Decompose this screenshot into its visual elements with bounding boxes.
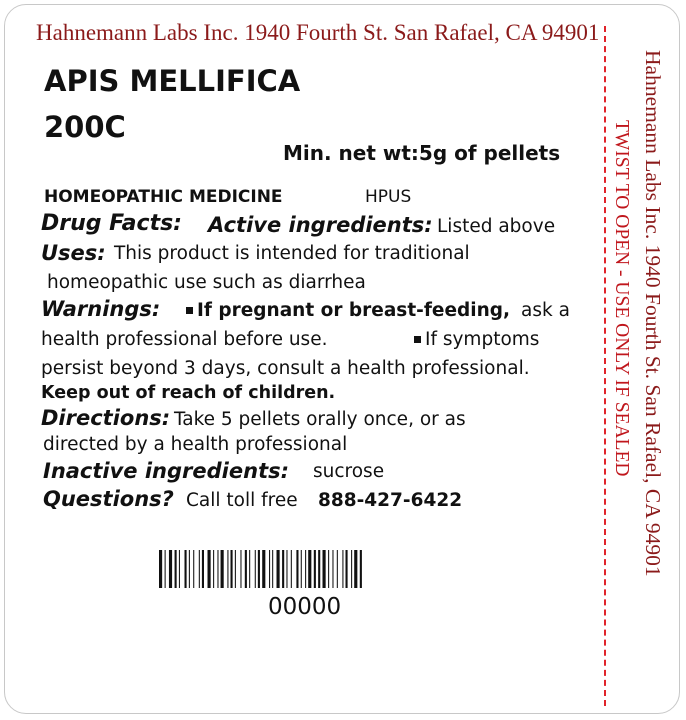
category-standard: HPUS: [365, 187, 412, 207]
bullet-square: [414, 336, 421, 343]
uses-heading: Uses:: [41, 241, 106, 265]
drug-facts-heading: Drug Facts:: [41, 211, 182, 236]
product-potency: 200C: [44, 110, 126, 144]
uses-line-1: This product is intended for traditional: [114, 243, 470, 264]
inactive-ingredients-heading: Inactive ingredients:: [43, 459, 290, 483]
barcode-bar: [258, 550, 260, 588]
barcode-bar: [351, 550, 352, 588]
barcode-bar: [193, 550, 194, 588]
barcode-bar: [227, 550, 228, 588]
barcode-bar: [323, 550, 326, 588]
questions-text: Call toll free: [186, 490, 298, 511]
directions-line-2: directed by a health professional: [43, 434, 348, 455]
barcode-bar: [332, 550, 333, 588]
barcode: [157, 550, 457, 590]
uses-line-2: homeopathic use such as diarrhea: [47, 272, 366, 293]
barcode-bar: [231, 550, 233, 588]
barcode-bar: [240, 550, 241, 588]
warning-symptoms: [414, 329, 539, 350]
bullet-square: [186, 307, 193, 314]
barcode-bar: [282, 550, 284, 588]
warning-symptoms-line-2: persist beyond 3 days, consult a health professional.: [41, 358, 530, 379]
seal-warning-text: TWIST TO OPEN - USE ONLY IF SEALED: [611, 120, 632, 477]
barcode-bar: [217, 550, 218, 588]
questions-heading: Questions?: [43, 487, 174, 511]
barcode-bar: [286, 550, 287, 588]
barcode-bar: [360, 550, 362, 588]
barcode-bar: [337, 550, 338, 588]
barcode-bar: [245, 550, 247, 588]
product-name: APIS MELLIFICA: [44, 64, 301, 98]
barcode-bar: [189, 550, 190, 588]
barcode-bar: [354, 550, 357, 588]
warning-pregnant: [186, 300, 510, 321]
company-header: Hahnemann Labs Inc. 1940 Fourth St. San Rafael, CA 94901: [36, 20, 600, 45]
warning-symptoms-text: If symptoms: [425, 329, 540, 350]
barcode-bar: [318, 550, 320, 588]
barcode-bar: [328, 550, 329, 588]
barcode-bar: [185, 550, 187, 588]
barcode-bar: [159, 550, 162, 588]
barcode-bar: [272, 550, 273, 588]
barcode-bar: [202, 550, 204, 588]
barcode-bar: [305, 550, 306, 588]
barcode-bar: [175, 550, 177, 588]
barcode-bar: [291, 550, 292, 588]
category-type: HOMEOPATHIC MEDICINE: [44, 187, 283, 207]
barcode-bar: [262, 550, 265, 588]
barcode-bar: [221, 550, 224, 588]
warning-pregnant-line-2: health professional before use.: [41, 329, 328, 350]
barcode-bar: [269, 550, 270, 588]
directions-heading: Directions:: [41, 406, 171, 430]
warnings-heading: Warnings:: [41, 297, 161, 321]
barcode-bar: [301, 550, 302, 588]
active-ingredients-text: Listed above: [437, 216, 556, 237]
warning-pregnant-text: If pregnant or breast-feeding,: [197, 300, 511, 321]
barcode-bar: [235, 550, 236, 588]
warning-pregnant-rest: ask a: [521, 300, 570, 321]
barcode-bar: [342, 550, 343, 588]
phone-number: 888-427-6422: [318, 490, 463, 511]
barcode-bar: [213, 550, 214, 588]
barcode-bar: [346, 550, 348, 588]
barcode-bar: [296, 550, 298, 588]
barcode-bar: [277, 550, 280, 588]
side-company-text: Hahnemann Labs Inc. 1940 Fourth St. San Rafael, CA 94901: [641, 50, 665, 577]
net-weight: Min. net wt:5g of pellets: [283, 141, 561, 165]
keep-out-of-reach: Keep out of reach of children.: [41, 383, 336, 403]
barcode-number: 00000: [268, 594, 342, 620]
barcode-bar: [169, 550, 172, 588]
barcode-bar: [208, 550, 211, 588]
directions-line-1: Take 5 pellets orally once, or as: [174, 409, 466, 430]
barcode-bar: [249, 550, 250, 588]
barcode-bar: [199, 550, 200, 588]
barcode-bar: [314, 550, 316, 588]
barcode-bar: [179, 550, 180, 588]
barcode-bar: [165, 550, 166, 588]
cut-line-divider: [604, 26, 606, 706]
barcode-bar: [308, 550, 311, 588]
active-ingredients-heading: Active ingredients:: [208, 213, 433, 237]
barcode-bar: [255, 550, 256, 588]
inactive-ingredients-text: sucrose: [313, 461, 385, 482]
